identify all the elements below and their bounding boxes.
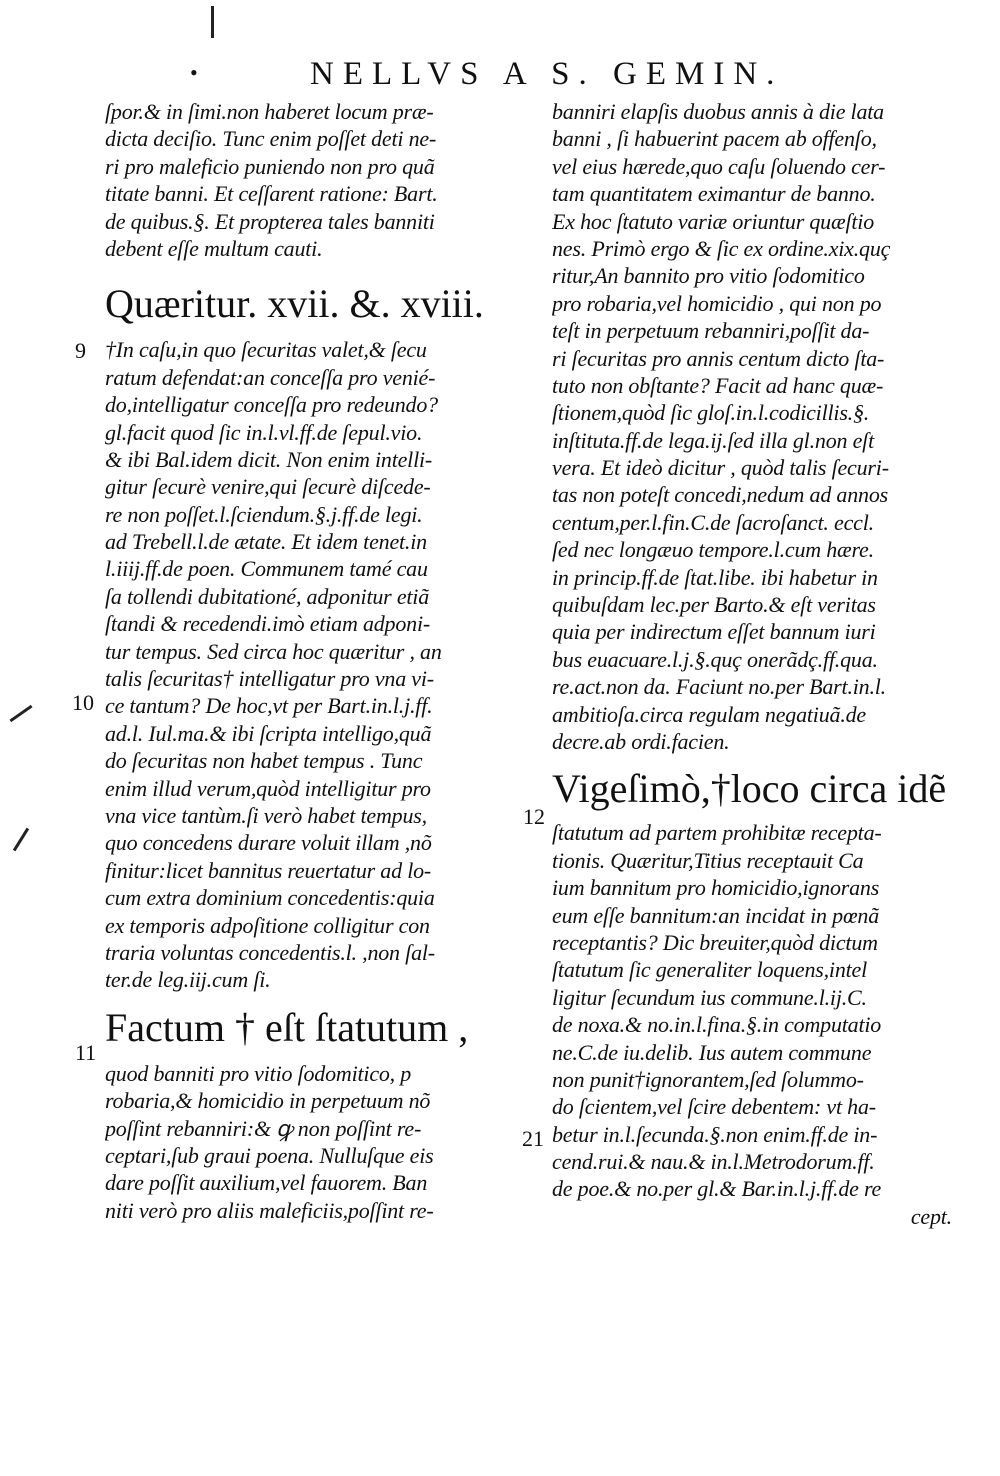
text-line: niti verò pro aliis maleficiis,poſſint re-	[105, 1197, 434, 1223]
left-column	[105, 98, 525, 1224]
top-edge-mark	[211, 6, 214, 38]
text-line: ſtionem,quòd ſic gloſ.in.l.codicillis.§.	[552, 400, 870, 426]
text-line: teſt in perpetuum rebanniri,poſſit da-	[552, 318, 870, 344]
text-line: decre.ab ordi.facien.	[552, 728, 730, 754]
text-line: cum extra dominium concedentis:quia	[105, 885, 435, 911]
section-heading: Factum † eſt ſtatutum ,	[105, 1004, 469, 1050]
text-line: do ſcientem,vel ſcire debentem: vt ha-	[552, 1094, 876, 1120]
text-line: ad.l. Iul.ma.& ibi ſcripta intelligo,quã	[105, 720, 432, 746]
text-line: ritur,An bannito pro vitio ſodomitico	[552, 263, 865, 289]
right-column	[552, 98, 952, 1230]
text-line: de poe.& no.per gl.& Bar.in.l.j.ff.de re	[552, 1176, 882, 1202]
text-line: receptantis? Dic breuiter,quòd dictum	[552, 929, 878, 955]
text-line: ligitur ſecundum ius commune.l.ij.C.	[552, 984, 867, 1010]
text-line: ſpor.& in ſimi.non haberet locum præ-	[105, 99, 434, 124]
text-line: tur tempus. Sed circa hoc quæritur , an	[105, 638, 442, 664]
right-paragraph-1	[552, 98, 952, 755]
running-head: NELLVS A S. GEMIN.	[310, 56, 784, 92]
text-line: ratum defendat:an conceſſa pro venié-	[105, 364, 436, 390]
text-line: banni , ſi habuerint pacem ab offenſo,	[552, 126, 877, 152]
text-line: ri ſecuritas pro annis centum dicto ſta-	[552, 345, 885, 371]
margin-number: 9	[75, 338, 86, 363]
right-paragraph-2	[552, 819, 952, 1202]
text-line: debent eſſe multum cauti.	[105, 235, 323, 261]
text-line: quod banniti pro vitio ſodomitico, p	[105, 1060, 412, 1086]
text-line: ambitioſa.circa regulam negatiuã.de	[552, 701, 866, 727]
text-line: nes. Primò ergo & ſic ex ordine.xix.quç	[552, 235, 891, 261]
text-line: & ibi Bal.idem dicit. Non enim intelli-	[105, 446, 433, 472]
header-dot: •	[190, 60, 198, 85]
text-line: ium bannitum pro homicidio,ignorans	[552, 875, 880, 901]
text-line: ri pro maleficio puniendo non pro quã	[105, 153, 435, 179]
text-line: ter.de leg.iij.cum ſi.	[105, 967, 271, 993]
text-line: re non poſſet.l.ſciendum.§.j.ff.de legi.	[105, 501, 423, 527]
margin-number: 10	[72, 690, 94, 715]
text-line: ne.C.de iu.delib. Ius autem commune	[552, 1039, 872, 1065]
text-line: ſa tollendi dubitationé, adponitur etiã	[105, 583, 430, 609]
text-line: gl.facit quod ſic in.l.vl.ff.de ſepul.vio.	[105, 419, 423, 445]
text-line: re.act.non da. Faciunt no.per Bart.in.l.	[552, 674, 886, 700]
text-line: ſed nec longæuo tempore.l.cum hære.	[552, 537, 874, 563]
left-paragraph-1	[105, 98, 525, 262]
text-line: poſſint rebanniri:& ꝙ non poſſint re-	[105, 1115, 422, 1141]
margin-number: 21	[522, 1126, 544, 1151]
text-line: do ſecuritas non habet tempus . Tunc	[105, 748, 423, 774]
text-line: banniri elapſis duobus annis à die lata	[552, 99, 884, 124]
pen-mark	[13, 828, 29, 852]
text-line: ſtatutum ſic generaliter loquens,intel	[552, 957, 868, 983]
text-line: l.iiij.ff.de poen. Communem tamé cau	[105, 556, 428, 582]
margin-number: 12	[523, 804, 545, 829]
text-line: de noxa.& no.in.l.fina.§.in computatio	[552, 1012, 882, 1038]
text-line: titate banni. Et ceſſarent ratione: Bart.	[105, 181, 438, 207]
text-line: vel eius hærede,quo caſu ſoluendo cer-	[552, 153, 886, 179]
text-line: ad Trebell.l.de ætate. Et idem tenet.in	[105, 529, 427, 555]
text-line: dicta deciſio. Tunc enim poſſet deti ne-	[105, 126, 437, 152]
text-line: de quibus.§. Et propterea tales banniti	[105, 208, 435, 234]
text-line: centum,per.l.fin.C.de ſacroſanct. eccl.	[552, 509, 874, 535]
text-line: quibuſdam lec.per Barto.& eſt veritas	[552, 592, 876, 618]
left-paragraph-2	[105, 336, 525, 993]
section-heading: Vigeſimò,†loco circa idẽ	[552, 766, 947, 812]
text-line: ſtandi & recedendi.imò etiam adponi-	[105, 611, 430, 637]
text-line: inſtituta.ff.de lega.ij.ſed illa gl.non eſt	[552, 427, 874, 453]
text-line: quia per indirectum eſſet bannum iuri	[552, 619, 876, 645]
text-line: ex temporis adpoſitione colligitur con	[105, 912, 430, 938]
text-line: quo concedens durare voluit illam ,nõ	[105, 830, 432, 856]
text-line: tuto non obſtante? Facit ad hanc quæ-	[552, 372, 884, 398]
catchword: cept.	[910, 1203, 952, 1229]
margin-number: 11	[75, 1040, 97, 1065]
pen-mark	[9, 705, 32, 722]
text-line: talis ſecuritas† intelligatur pro vna vi-	[105, 666, 434, 692]
text-line: betur in.l.ſecunda.§.non enim.ff.de in-	[552, 1121, 878, 1147]
text-line: cend.rui.& nau.& in.l.Metrodorum.ff.	[552, 1149, 875, 1175]
text-line: in princip.ff.de ſtat.libe. ibi habetur in	[552, 564, 878, 590]
text-line: enim illud verum,quòd intelligitur pro	[105, 775, 431, 801]
text-line: tas non poteſt concedi,nedum ad annos	[552, 482, 888, 508]
text-line: Ex hoc ſtatuto variæ oriuntur quæſtio	[552, 208, 874, 234]
text-line: pro robaria,vel homicidio , qui non po	[552, 290, 882, 316]
text-line: vera. Et ideò dicitur , quòd talis ſecuri-	[552, 455, 889, 481]
text-line: traria voluntas concedentis.l. ,non ſal-	[105, 939, 435, 965]
left-paragraph-3	[105, 1060, 525, 1224]
text-line: tionis. Quæritur,Titius receptauit Ca	[552, 847, 864, 873]
text-line: tam quantitatem eximantur de banno.	[552, 181, 876, 207]
text-line: gitur ſecurè venire,qui ſecurè diſcede-	[105, 474, 431, 500]
text-line: eum eſſe bannitum:an incidat in pœnã	[552, 902, 880, 928]
text-line: non punit†ignorantem,ſed ſolummo-	[552, 1066, 864, 1092]
text-line: †In caſu,in quo ſecuritas valet,& ſecu	[105, 337, 427, 363]
text-line: ce tantum? De hoc,vt per Bart.in.l.j.ff.	[105, 693, 433, 719]
text-line: robaria,& homicidio in perpetuum nõ	[105, 1088, 431, 1114]
text-line: ceptari,ſub graui poena. Nulluſque eis	[105, 1142, 434, 1168]
text-line: ſtatutum ad partem prohibitæ recepta-	[552, 820, 882, 846]
text-line: bus euacuare.l.j.§.quç onerãdç.ff.qua.	[552, 646, 878, 672]
section-heading: Quæritur. xvii. &. xviii.	[105, 281, 484, 327]
text-line: dare poſſit auxilium,vel fauorem. Ban	[105, 1170, 428, 1196]
text-line: do,intelligatur conceſſa pro redeundo?	[105, 392, 438, 418]
text-line: vna vice tantùm.ſi verò habet tempus,	[105, 802, 427, 828]
text-line: finitur:licet bannitus reuertatur ad lo-	[105, 857, 432, 883]
